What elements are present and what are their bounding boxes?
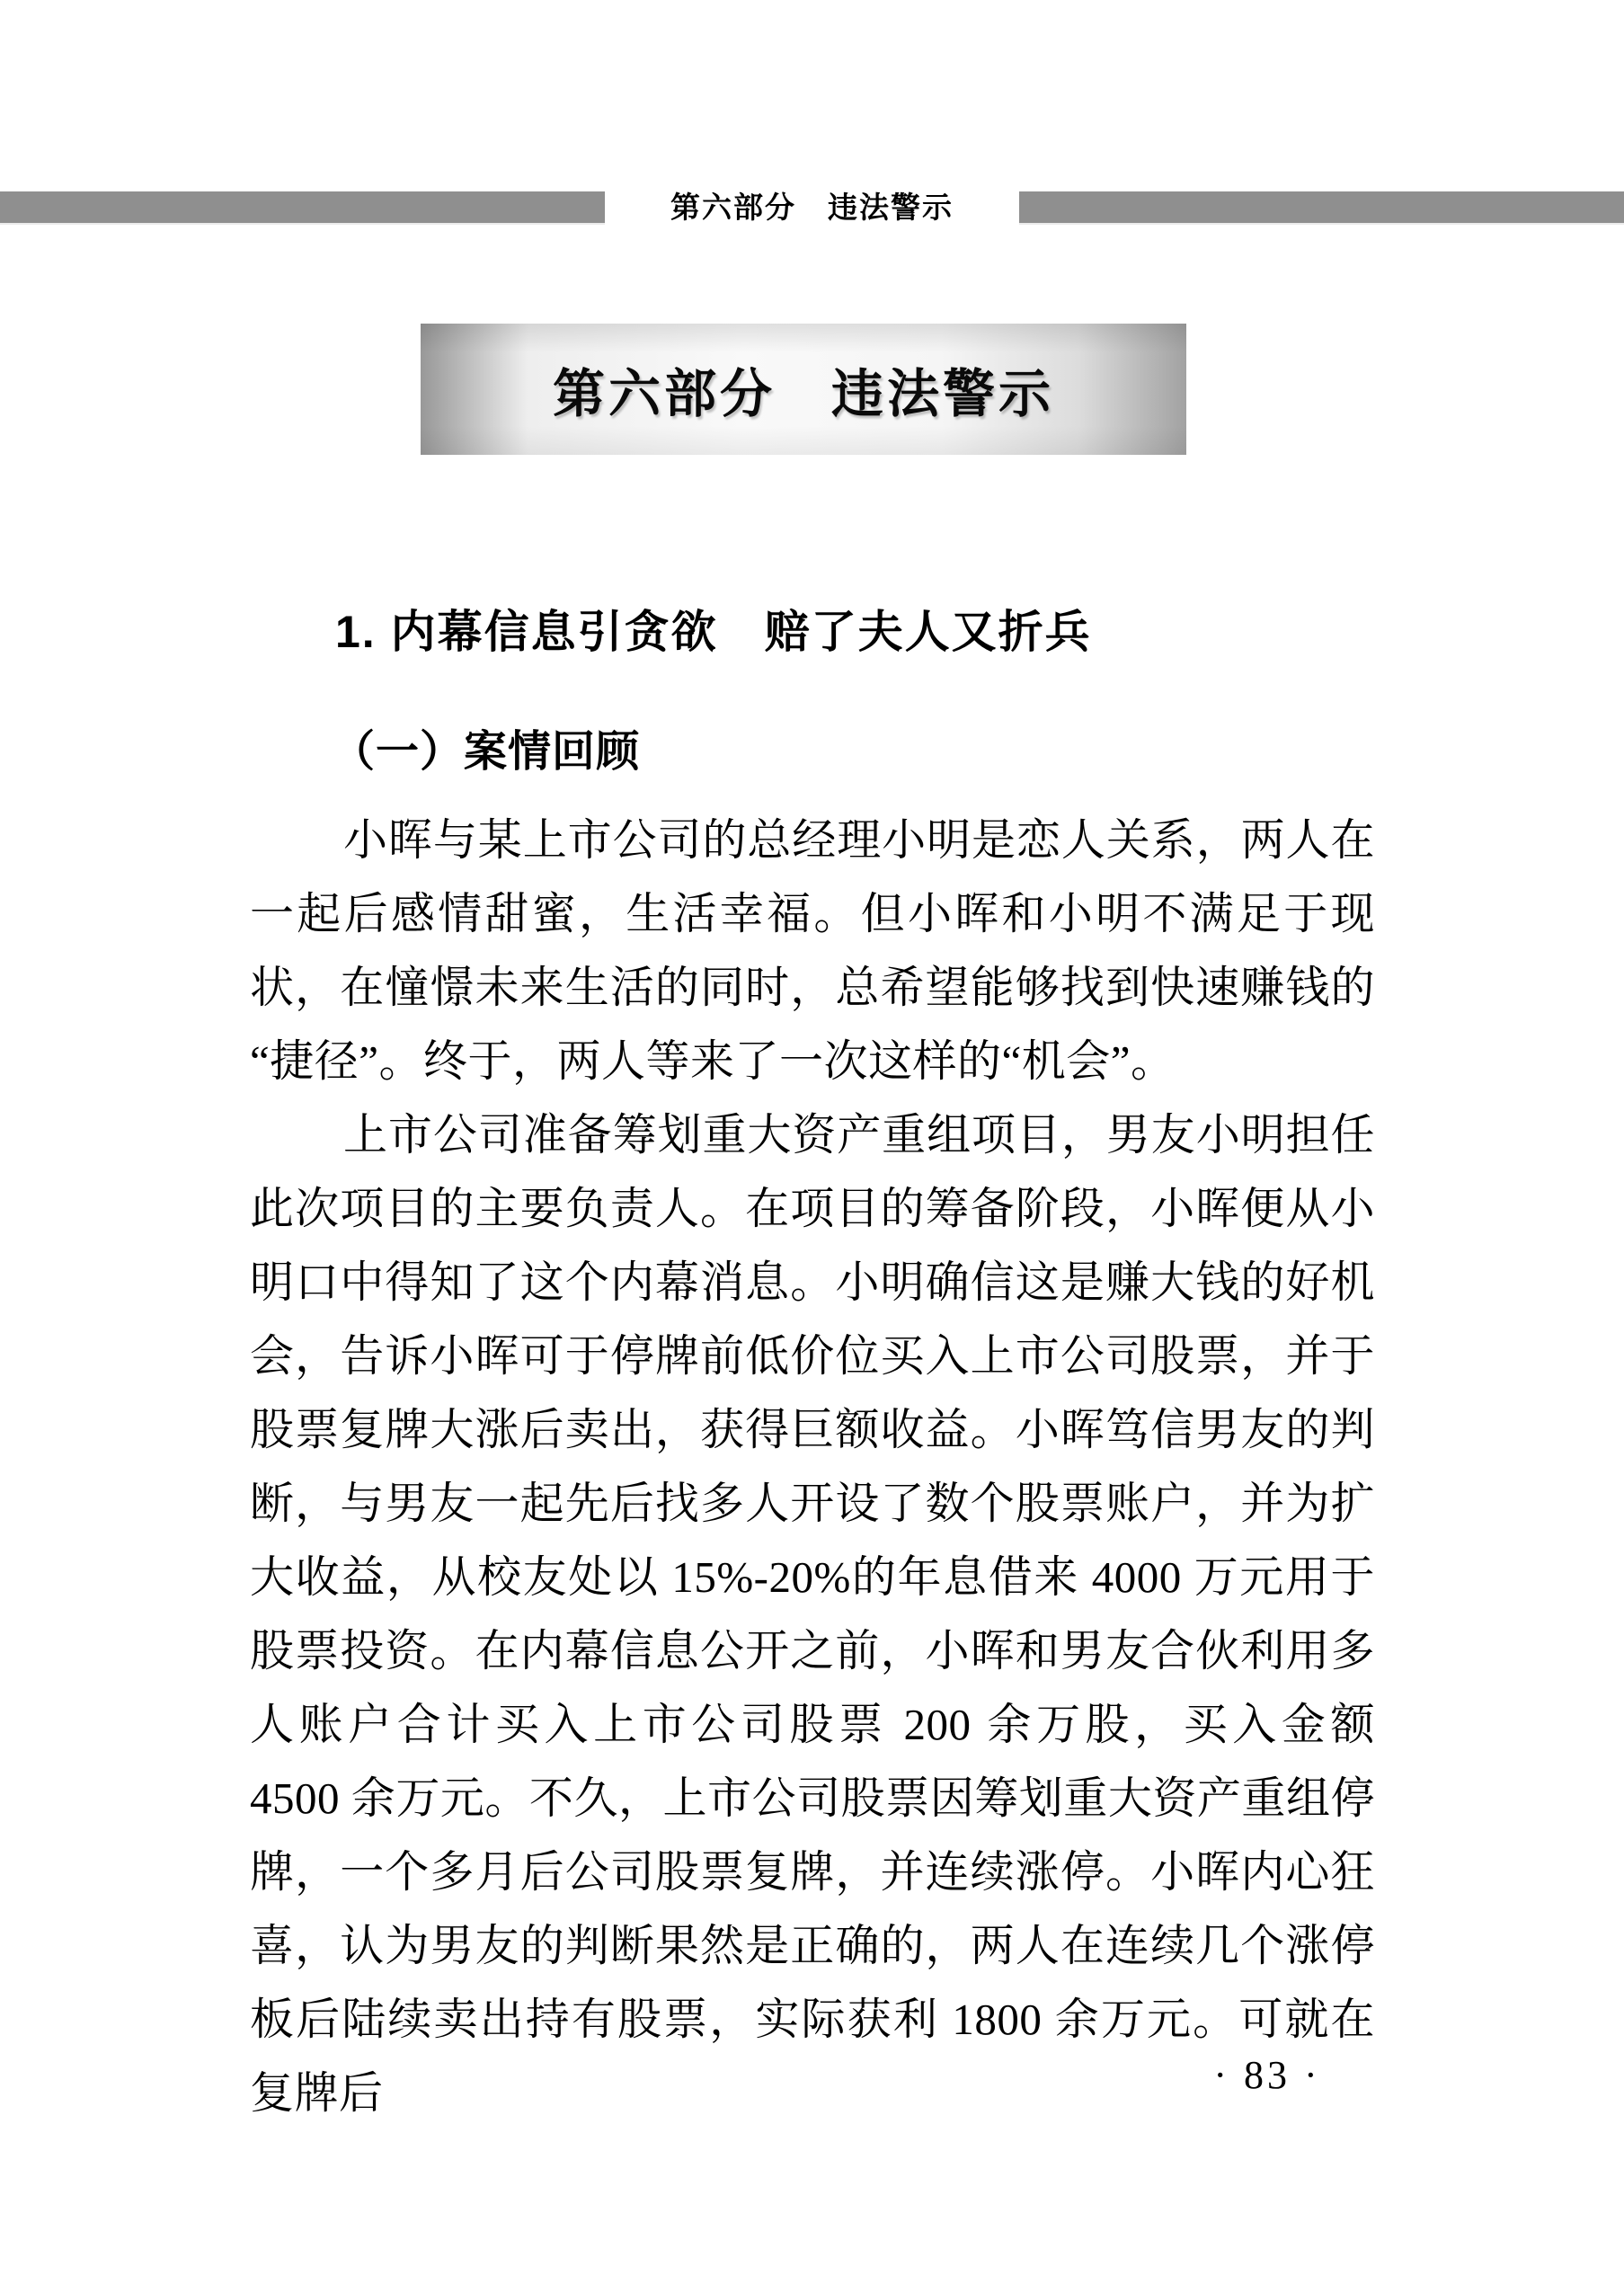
header-rule-right <box>1019 191 1624 223</box>
page-number: · 83 · <box>1213 2053 1321 2097</box>
part-title-banner <box>421 324 1186 455</box>
body-paragraph: 上市公司准备筹划重大资产重组项目，男友小明担任此次项目的主要负责人。在项目的筹备阶段，小晖便从小明口中得知了这个内幕消息。小明确信这是赚大钱的好机会，告诉小晖可于停牌前低价位买入上市公司股票，并于股票复牌大涨后卖出，获得巨额收益。小晖笃信男友的判断，与男友一起先后找多人开设了数个股票账户，并为扩大收益，从校友处以 15%-20%的年息借来 4000 万元用于股票投资。在内幕信息公开之前，小晖和男友合伙利用多人账户合计买入上市公司股票 200 余万股，买入金额 4500 余万元。不久，上市公司股票因筹划重大资产重组停牌，一个多月后公司股票复牌，并连续涨停。小晖内心狂喜，认为男友的判断果然是正确的，两人在连续几个涨停板后陆续卖出持有股票，实际获利 1800 余万元。可就在复牌后 <box>250 1110 1375 2118</box>
body-paragraph: 小晖与某上市公司的总经理小明是恋人关系，两人在一起后感情甜蜜，生活幸福。但小晖和小明不满足于现状，在憧憬未来生活的同时，总希望能够找到快速赚钱的“捷径”。终于，两人等来了一次这样的“机会”。 <box>250 815 1375 1086</box>
body-text <box>250 804 1375 2130</box>
running-header-title: 第六部分 违法警示 <box>670 191 954 224</box>
subsection-heading: （一）案情回顾 <box>332 728 641 776</box>
section-heading: 1. 内幕信息引贪欲 赔了夫人又折兵 <box>335 607 1092 657</box>
header-rule-left <box>0 191 605 223</box>
part-title: 第六部分 违法警示 <box>552 365 1054 423</box>
